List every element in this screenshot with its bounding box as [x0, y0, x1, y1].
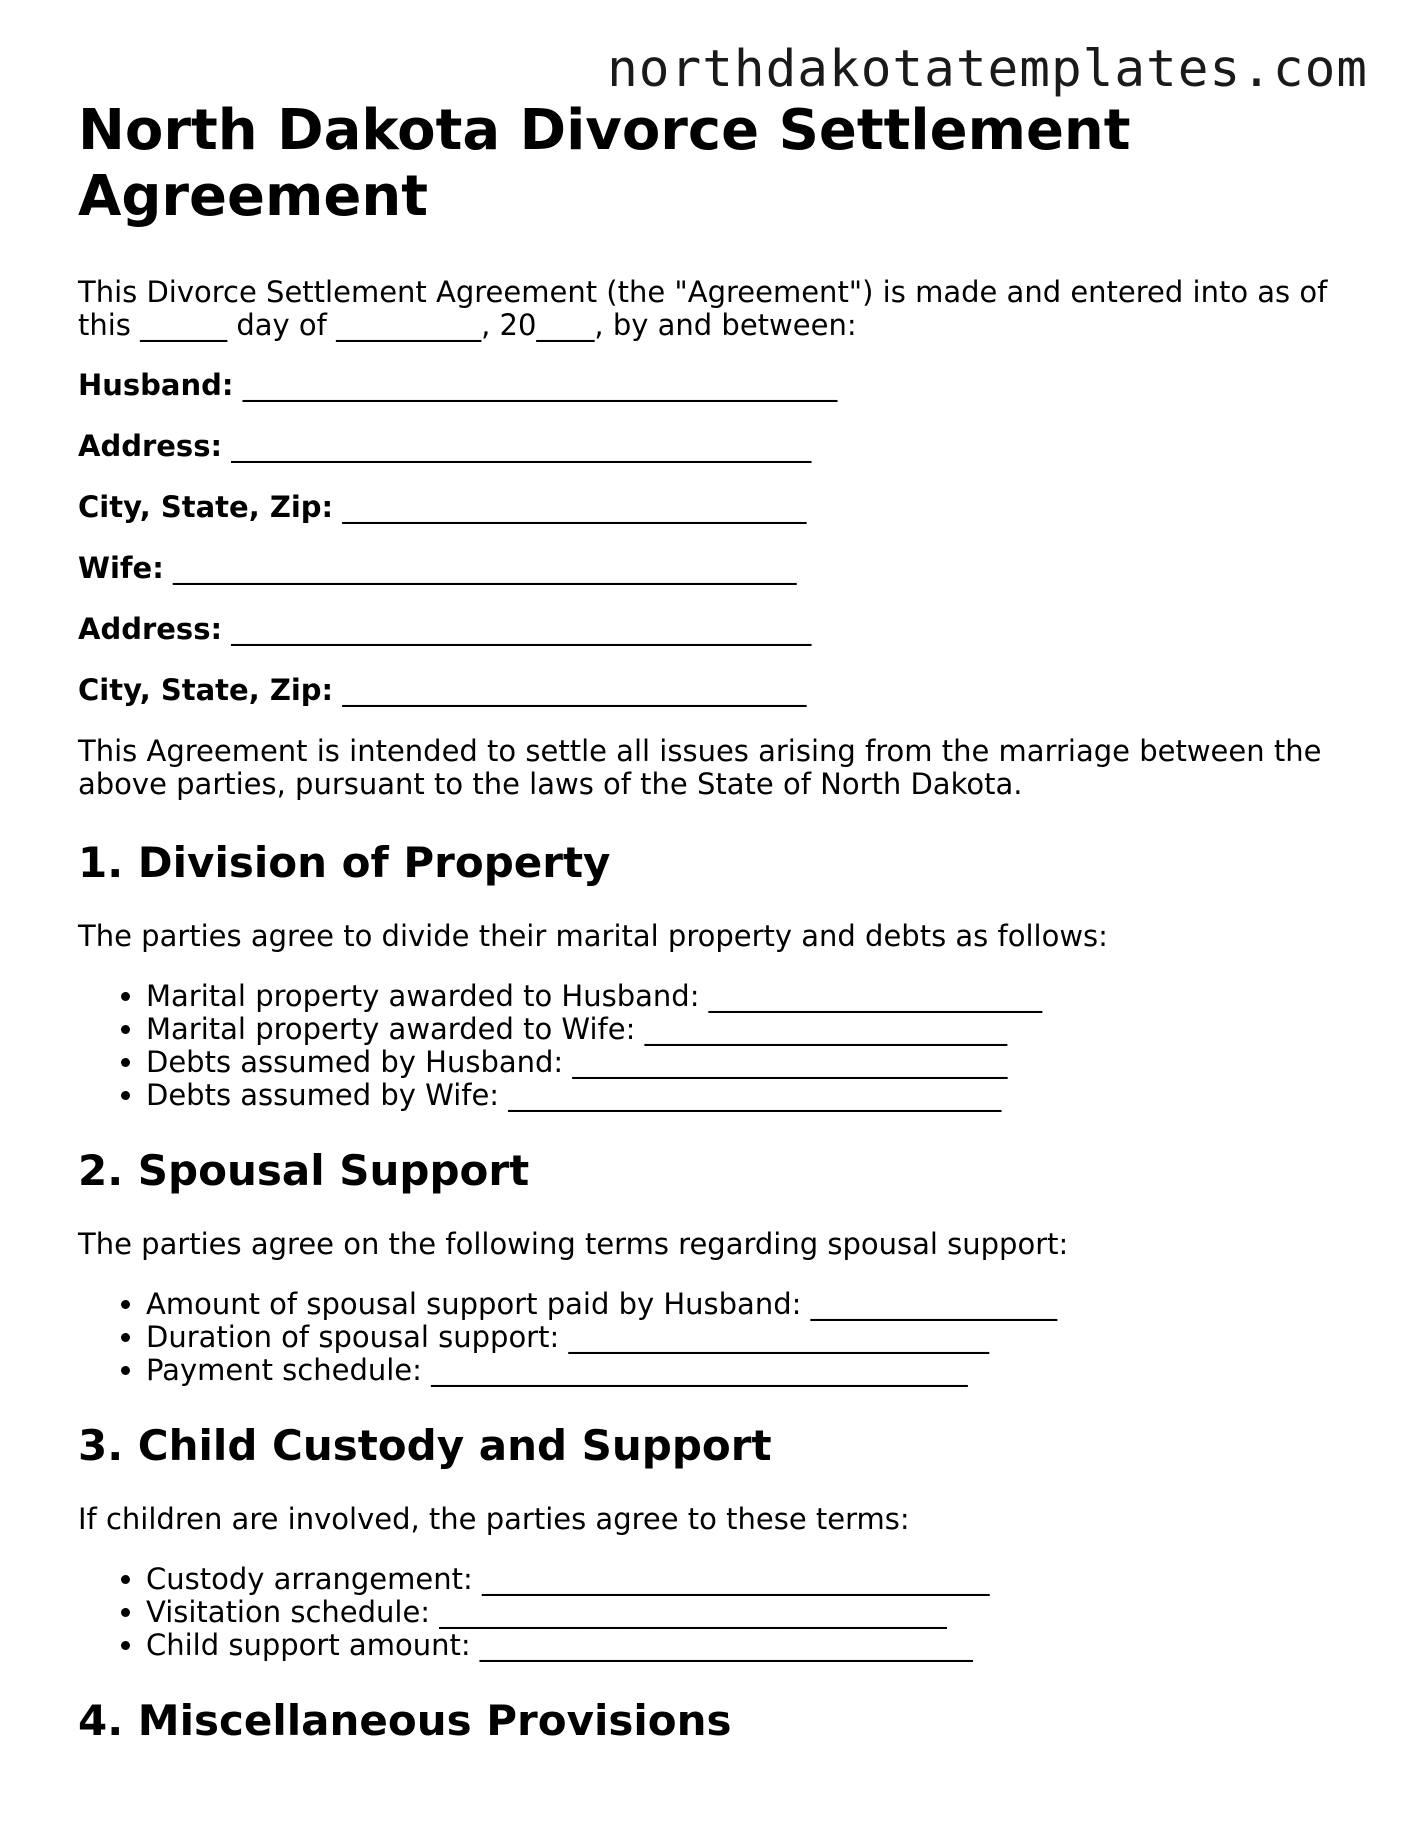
husband-label: Husband: [78, 368, 234, 402]
child-list [78, 1563, 1368, 1662]
list-item: • Marital property awarded to Husband: _______________________ [146, 980, 1368, 1013]
property-list [78, 980, 1368, 1112]
list-item: • Payment schedule: _____________________________________ [146, 1354, 1368, 1387]
list-item: • Child support amount: __________________________________ [146, 1629, 1368, 1662]
section-heading-misc: 4. Miscellaneous Provisions [78, 1696, 732, 1745]
husband-address-blank: ________________________________________ [231, 429, 812, 463]
list-item: • Marital property awarded to Wife: _________________________ [146, 1013, 1368, 1046]
section-lead-child: If children are involved, the parties agree to these terms: [78, 1502, 910, 1536]
section-lead-spousal: The parties agree on the following terms regarding spousal support: [78, 1227, 1069, 1261]
list-item: • Custody arrangement: ___________________________________ [146, 1563, 1368, 1596]
husband-city-field [78, 491, 1368, 524]
list-item: • Amount of spousal support paid by Husband: _________________ [146, 1288, 1368, 1321]
spousal-list [78, 1288, 1368, 1387]
husband-field [78, 369, 1368, 402]
wife-label: Wife: [78, 551, 164, 585]
section-heading-property: 1. Division of Property [78, 838, 611, 887]
list-item: • Visitation schedule: ___________________________________ [146, 1596, 1368, 1629]
list-item: • Debts assumed by Husband: ______________________________ [146, 1046, 1368, 1079]
husband-city-blank: ________________________________ [342, 490, 807, 524]
wife-field [78, 552, 1368, 585]
list-item: • Duration of spousal support: _____________________________ [146, 1321, 1368, 1354]
wife-address-blank: ________________________________________ [231, 612, 812, 646]
wife-city-label: City, State, Zip: [78, 673, 334, 707]
wife-blank: ___________________________________________ [173, 551, 797, 585]
husband-city-label: City, State, Zip: [78, 490, 334, 524]
intro-paragraph: This Divorce Settlement Agreement (the "Agreement") is made and entered into as of this ______ day of __________, 20____, by and between: [78, 275, 1328, 342]
section-lead-property: The parties agree to divide their marital property and debts as follows: [78, 919, 1108, 953]
section-heading-child: 3. Child Custody and Support [78, 1421, 772, 1470]
husband-address-label: Address: [78, 429, 223, 463]
husband-blank: _________________________________________ [242, 368, 838, 402]
husband-address-field [78, 430, 1368, 463]
wife-city-blank: ________________________________ [342, 673, 807, 707]
wife-address-field [78, 613, 1368, 646]
document-page [78, 98, 1368, 1745]
list-item: • Debts assumed by Wife: __________________________________ [146, 1079, 1368, 1112]
closing-paragraph: This Agreement is intended to settle all issues arising from the marriage between the above parties, pursuant to the laws of the State of North Dakota. [78, 734, 1322, 801]
section-heading-spousal: 2. Spousal Support [78, 1146, 530, 1195]
wife-city-field [78, 674, 1368, 707]
document-title: North Dakota Divorce Settlement Agreement [78, 98, 1131, 229]
wife-address-label: Address: [78, 612, 223, 646]
site-watermark: northdakotatemplates.com [607, 40, 1368, 99]
